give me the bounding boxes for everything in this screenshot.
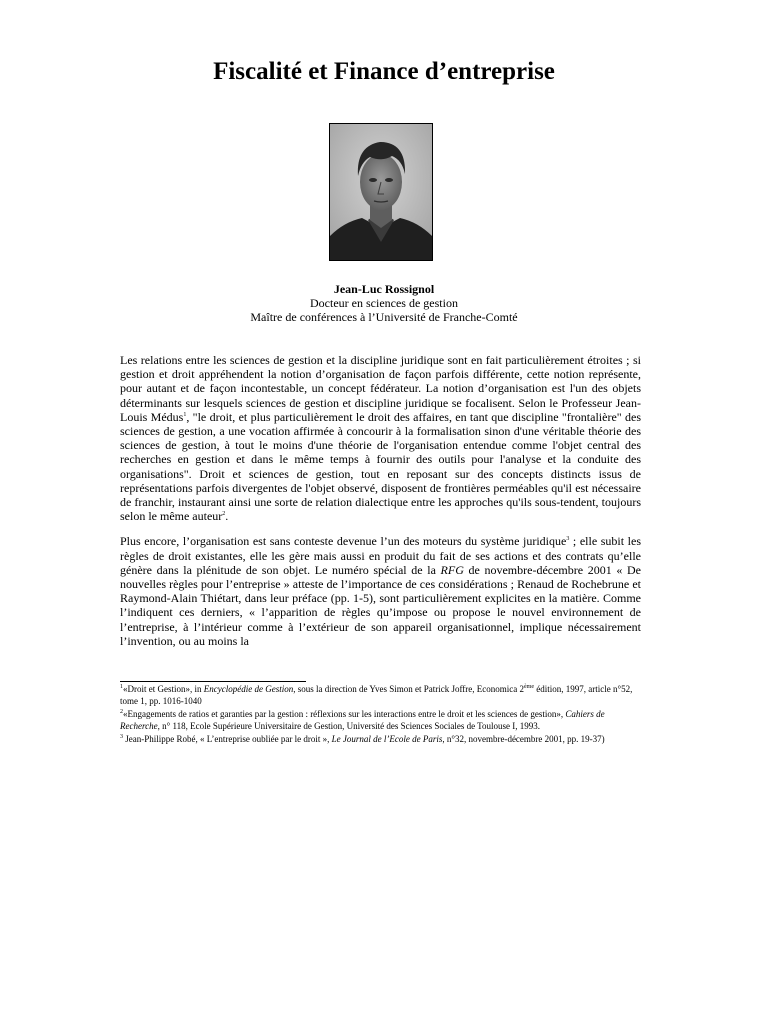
paragraph-2: Plus encore, l’organisation est sans conteste devenue l’un des moteurs du système juridique$^3$ ; elle subit les règles de droit existantes, elle les gère mais aussi en produit du fait de ses actions et des contrats qu’elle génère dans la plénitude de son objet. Le numéro spécial de la RFG de novembre-décembre 2001 « De nouvelles règles pour l’entreprise » atteste de l’importance de ces considérations ; Renaud de Rochebrune et Raymond-Alain Thiétart, dans leur préface (pp. 1-5), sont particulièrement explicites en la matière. Comme l’indiquent ces derniers, « l’apparition de règles qu’impose ou propose le nouvel environnement de l’entreprise, à l’intérieur comme à l’extérieur de son appareil organisationnel, implique nécessairement l’invention, ou au moins la [120,534,641,648]
body-text [120,353,641,659]
author-photo [329,123,433,261]
author-degree: Docteur en sciences de gestion [310,296,458,310]
footnote-1: $^1$«Droit et Gestion», in Encyclopédie de Gestion, sous la direction de Yves Simon et Patrick Joffre, Economica 2ème édition, 1997, article n°52, tome 1, pp. 1016-1040 [120,684,633,706]
footnote-ref-1: 1 [183,411,187,418]
document-title: Fiscalité et Finance d’entreprise [213,58,555,85]
author-position: Maître de conférences à l’Université de Franche-Comté [250,310,518,324]
author-name: Jean-Luc Rossignol [333,282,435,296]
footnotes [120,684,641,748]
footnote-ref-2: 2 [222,511,226,518]
journal-abbrev: RFG [440,562,464,577]
footnote-2: $^2$«Engagements de ratios et garanties par la gestion : réflexions sur les interactions entre le droit et les sciences de gestion», Cahiers de Recherche, n° 118, Ecole Supérieure Universitaire de Gestion, Université des Sciences Sociales de Toulouse I, 1993. [120,709,605,731]
author-block [0,282,768,324]
paragraph-1: Les relations entre les sciences de gestion et la discipline juridique sont en fait particulièrement étroites ; si gestion et droit appréhendent la notion d’organisation de façon parfois différente, cette notion représente, pour autant et de façon incontestable, un concept fédérateur. La notion d’organisation est l'un des objets déterminants sur lesquels sciences de gestion et discipline juridique se focalisent. Selon le Professeur Jean-Louis Médus$^1$, "le droit, et plus particulièrement le droit des affaires, en tant que discipline "frontalière" des sciences de gestion, a une vocation affirmée à concourir à la formalisation sinon d'une véritable théorie des sciences de gestion, à tout le moins d'une théorie de l'organisation entendue comme l'objet central des recherches en gestion et dans le même temps à fournir des outils pour l'analyse et la conduite des organisations". Droit et sciences de gestion, tout en reposant sur des concepts distincts issus de représentations parfois divergentes de l'objet observé, disposent de frontières perméables qu'il est nécessaire de franchir, instaurant ainsi une sorte de relation dialectique entre les approches qu'ils sous-tendent, toujours selon le même auteur$^2$. [120,353,642,524]
author-portrait-image [330,124,432,260]
footnote-ref-3: 3 [566,536,570,543]
footnote-3: $^3$ Jean-Philippe Robé, « L’entreprise oubliée par le droit », Le Journal de l’Ecole de Paris, n°32, novembre-décembre 2001, pp. 19-37) [120,734,605,744]
footnote-divider [120,681,306,682]
